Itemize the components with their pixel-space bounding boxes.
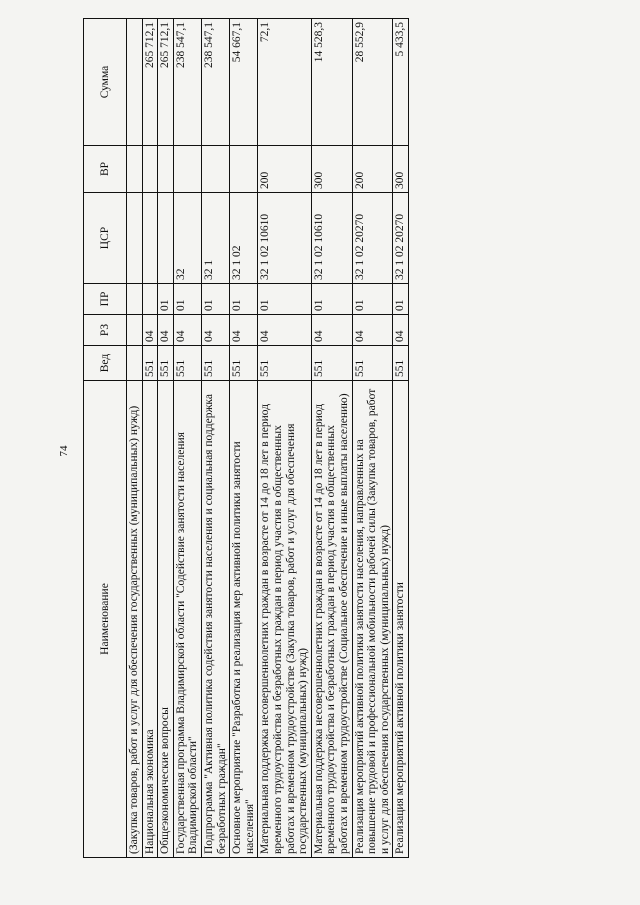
cell-name: Реализация мероприятий активной политики занятости населения, направленных на повышение трудовой и профессиональной мобильности рабочей силы (Закупка товаров, работ и услуг для обеспечения государственных (муниципальных) нужд) [352,381,393,858]
cell-rz: 04 [311,315,352,346]
cell-csr: 32 1 [201,193,229,284]
cell-name: Основное мероприятие "Разработка и реализация мер активной политики занятости населения" [230,381,258,858]
cell-name: Национальная экономика [142,381,158,858]
cell-csr: 32 [173,193,201,284]
cell-sum: 238 547,1 [173,19,201,146]
cell-name: Государственная программа Владимирской области "Содействие занятости населения Владимирской области" [173,381,201,858]
cell-ved: 551 [393,346,409,381]
cell-vr [142,146,158,193]
cell-rz: 04 [142,315,158,346]
table-row [393,19,409,858]
cell-name: Материальная поддержка несовершеннолетних граждан в возрасте от 14 до 18 лет в период временного трудоустройства и безработных граждан в период участия в общественных работах и временном трудоустройстве (Социальное обеспечение и иные выплаты населению) [311,381,352,858]
cell-vr: 200 [352,146,393,193]
cell-sum: 54 667,1 [230,19,258,146]
header-name: Наименование [84,381,127,858]
cell-sum: 5 433,5 [393,19,409,146]
header-ved: Вед [84,346,127,381]
cell-sum: 14 528,3 [311,19,352,146]
cell-name: Материальная поддержка несовершеннолетних граждан в возрасте от 14 до 18 лет в период временного трудоустройства и безработных граждан в период участия в общественных работах и временном трудоустройстве (Закупка товаров, работ и услуг для обеспечения государственных (муниципальных) нужд) [258,381,311,858]
cell-vr [230,146,258,193]
table-row [201,19,229,858]
cell-rz: 04 [201,315,229,346]
cell-ved: 551 [173,346,201,381]
table-row [158,19,174,858]
cell-csr: 32 1 02 10610 [258,193,311,284]
table-row [311,19,352,858]
cell-vr [158,146,174,193]
cell-rz [127,315,143,346]
cell-vr [201,146,229,193]
cell-csr: 32 1 02 20270 [352,193,393,284]
table-row [230,19,258,858]
cell-rz: 04 [230,315,258,346]
cell-csr: 32 1 02 [230,193,258,284]
cell-name: (Закупка товаров, работ и услуг для обеспечения государственных (муниципальных) нужд) [127,381,143,858]
cell-csr [158,193,174,284]
cell-csr: 32 1 02 10610 [311,193,352,284]
cell-rz: 04 [352,315,393,346]
page-number: 74 [58,445,70,457]
cell-rz: 04 [173,315,201,346]
cell-sum: 265 712,1 [142,19,158,146]
cell-pr: 01 [258,284,311,315]
header-sum: Сумма [84,19,127,146]
header-csr: ЦСР [84,193,127,284]
cell-pr: 01 [230,284,258,315]
cell-pr: 01 [311,284,352,315]
cell-name: Подпрограмма "Активная политика содействия занятости населения и социальная поддержка безработных граждан" [201,381,229,858]
cell-name: Общеэкономические вопросы [158,381,174,858]
cell-ved: 551 [201,346,229,381]
cell-sum: 72,1 [258,19,311,146]
cell-pr: 01 [393,284,409,315]
cell-vr [127,146,143,193]
table-header-row [84,19,127,858]
cell-vr [173,146,201,193]
cell-rz: 04 [393,315,409,346]
cell-ved: 551 [258,346,311,381]
cell-pr [142,284,158,315]
cell-csr: 32 1 02 20270 [393,193,409,284]
cell-csr [142,193,158,284]
header-rz: РЗ [84,315,127,346]
cell-rz: 04 [258,315,311,346]
cell-vr: 300 [311,146,352,193]
header-vr: ВР [84,146,127,193]
cell-rz: 04 [158,315,174,346]
table-row [352,19,393,858]
table-row [258,19,311,858]
table-row [142,19,158,858]
cell-ved: 551 [311,346,352,381]
cell-ved: 551 [230,346,258,381]
cell-pr: 01 [201,284,229,315]
cell-sum [127,19,143,146]
table-row [173,19,201,858]
cell-ved: 551 [158,346,174,381]
cell-pr: 01 [352,284,393,315]
cell-sum: 265 712,1 [158,19,174,146]
cell-vr: 200 [258,146,311,193]
table-row [127,19,143,858]
cell-sum: 28 552,9 [352,19,393,146]
cell-csr [127,193,143,284]
cell-name: Реализация мероприятий активной политики занятости [393,381,409,858]
cell-ved: 551 [142,346,158,381]
cell-pr: 01 [158,284,174,315]
cell-pr [127,284,143,315]
cell-ved [127,346,143,381]
budget-table [83,18,409,858]
cell-ved: 551 [352,346,393,381]
header-pr: ПР [84,284,127,315]
cell-pr: 01 [173,284,201,315]
cell-sum: 238 547,1 [201,19,229,146]
rotated-page-content [83,22,599,858]
cell-vr: 300 [393,146,409,193]
